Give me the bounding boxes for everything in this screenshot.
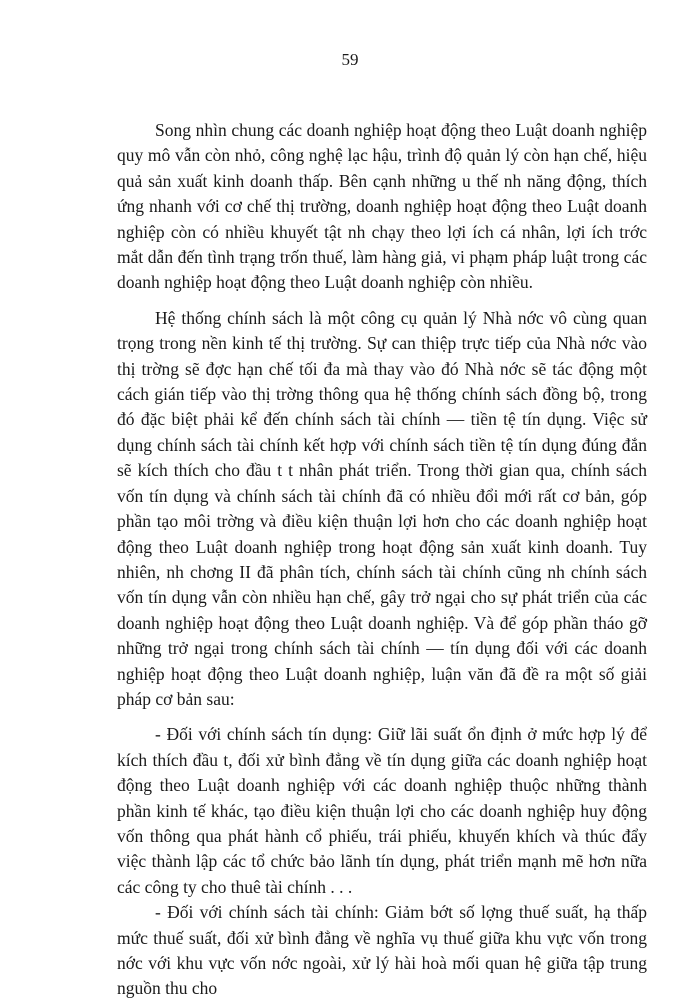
paragraph-fiscal-policy: - Đối với chính sách tài chính: Giảm bớt số lợng thuế suất, hạ thấp mức thuế suất, đối xử bình đẳng về nghĩa vụ thuế giữa khu vực vốn trong nớc với khu vực vốn nớc ngoài, xử lý hài hoà mối quan hệ giữa tập trung nguồn thu cho <box>117 902 647 999</box>
page-number: 59 <box>341 50 359 69</box>
paragraph-credit-policy: - Đối với chính sách tín dụng: Giữ lãi suất ổn định ở mức hợp lý để kích thích đầu t, đối xử bình đẳng về tín dụng giữa các doanh nghiệp hoạt động theo Luật doanh nghiệp với các doanh nghiệp thuộc những thành phần kinh tế khác, tạo điều kiện thuận lợi cho các doanh nghiệp huy động vốn thông qua phát hành cổ phiếu, trái phiếu, khuyến khích và thúc đẩy việc thành lập các tổ chức bảo lãnh tín dụng, phát triển mạnh mẽ hơn nữa các công ty cho thuê tài chính . . . <box>117 724 647 897</box>
body-text <box>117 118 647 1002</box>
paragraph-policy-system: Hệ thống chính sách là một công cụ quản lý Nhà nớc vô cùng quan trọng trong nền kinh tế thị trường. Sự can thiệp trực tiếp của Nhà nớc vào thị trờng sẽ đợc hạn chế tối đa mà thay vào đó Nhà nớc sẽ tác động một cách gián tiếp vào thị trờng thông qua hệ thống chính sách đồng bộ, trong đó đặc biệt phải kể đến chính sách tài chính — tiền tệ tín dụng. Việc sử dụng chính sách tài chính kết hợp với chính sách tiền tệ tín dụng đúng đắn sẽ kích thích cho đầu t t nhân phát triển. Trong thời gian qua, chính sách vốn tín dụng và chính sách tài chính đã có nhiều đổi mới rất cơ bản, góp phần tạo môi trờng và điều kiện thuận lợi hơn cho các doanh nghiệp hoạt động theo Luật doanh nghiệp trong hoạt động sản xuất kinh doanh. Tuy nhiên, nh chơng II đã phân tích, chính sách tài chính cũng nh chính sách vốn tín dụng vẫn còn nhiều hạn chế, gây trở ngại cho sự phát triển của các doanh nghiệp hoạt động theo Luật doanh nghiệp. Và để góp phần tháo gỡ những trở ngại trong chính sách tài chính — tín dụng đối với các doanh nghiệp hoạt động theo Luật doanh nghiệp, luận văn đã đề ra một số giải pháp cơ bản sau: <box>117 307 647 709</box>
paragraph-overview: Song nhìn chung các doanh nghiệp hoạt động theo Luật doanh nghiệp quy mô vẫn còn nhỏ, công nghệ lạc hậu, trình độ quản lý còn hạn chế, hiệu quả sản xuất kinh doanh thấp. Bên cạnh những u thế nh năng động, thích ứng nhanh với cơ chế thị trường, doanh nghiệp hoạt động theo Luật doanh nghiệp còn có nhiều khuyết tật nh chạy theo lợi ích cá nhân, lợi ích trớc mắt dẫn đến tình trạng trốn thuế, làm hàng giả, vi phạm pháp luật trong các doanh nghiệp hoạt động theo Luật doanh nghiệp còn nhiều. <box>117 120 647 293</box>
